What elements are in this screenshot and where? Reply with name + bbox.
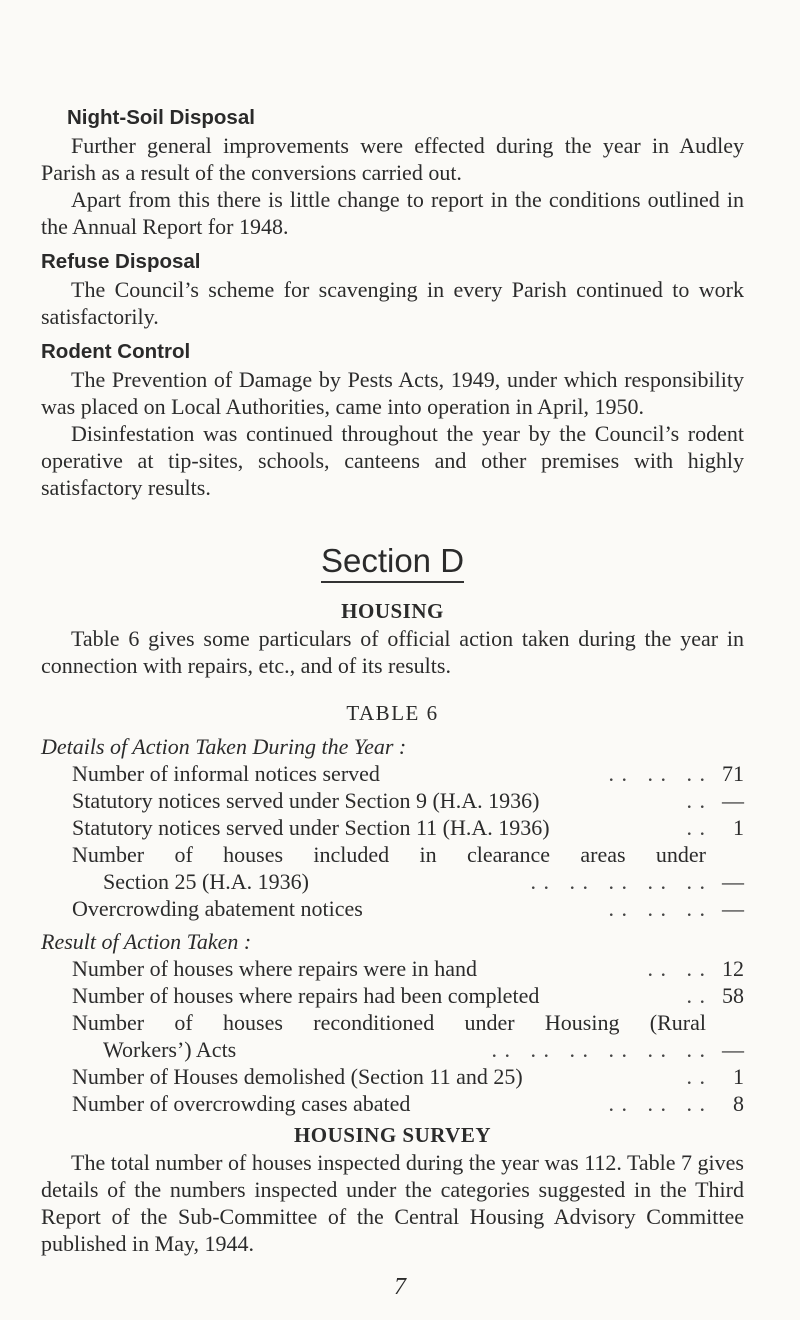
housing-intro-paragraph: Table 6 gives some particulars of official action taken during the year in connection with repairs, etc., and of its results. (41, 626, 744, 678)
row-leader-dots: . . . . . . (589, 896, 706, 921)
table-row (41, 814, 744, 841)
table-title: TABLE 6 (346, 701, 439, 725)
table-row (41, 787, 744, 814)
row-value: 71 (722, 761, 744, 786)
row-value: 58 (722, 983, 744, 1008)
section-title (41, 541, 744, 581)
night-soil-heading: Night-Soil Disposal (67, 106, 255, 129)
details-subheading: Details of Action Taken During the Year : (41, 734, 407, 759)
table-row (41, 760, 744, 787)
result-subheading: Result of Action Taken : (41, 929, 252, 954)
row-label: Number of houses where repairs were in hand (72, 956, 478, 981)
refuse-paragraph: The Council’s scheme for scavenging in every Parish continued to work satisfactorily. (41, 277, 744, 329)
row-leader-dots: . . . . . . . . . . . . (478, 1037, 706, 1062)
results-list (41, 955, 744, 1117)
night-soil-paragraph-2: Apart from this there is little change to report in the conditions outlined in the Annual Report for 1948. (41, 187, 744, 239)
row-label: Overcrowding abatement notices (72, 896, 363, 921)
row-value: 1 (733, 1064, 744, 1089)
row-value: 1 (733, 815, 744, 840)
housing-heading: HOUSING (341, 599, 444, 623)
details-list (41, 760, 744, 922)
table-row (41, 1090, 744, 1117)
row-label: Number of overcrowding cases abated (72, 1091, 411, 1116)
rodent-heading: Rodent Control (41, 340, 191, 363)
row-label: Statutory notices served under Section 9 (H.A. 1936) (72, 788, 540, 813)
row-value: — (722, 788, 744, 813)
table-row (41, 955, 744, 982)
row-label: Number of Houses demolished (Section 11 and 25) (72, 1064, 523, 1089)
row-leader-dots: . . . . . . . . . . (517, 869, 706, 894)
table-row (41, 1036, 744, 1063)
rodent-paragraph-1: The Prevention of Damage by Pests Acts, 1949, under which responsibility was placed on Local Authorities, came into operation in April, 1950. (41, 367, 744, 419)
table-row (41, 868, 744, 895)
row-label: Statutory notices served under Section 11 (H.A. 1936) (72, 815, 550, 840)
table-row (41, 1009, 744, 1036)
page-number: 7 (394, 1274, 406, 1300)
row-value: 8 (733, 1091, 744, 1116)
refuse-heading: Refuse Disposal (41, 250, 201, 273)
row-leader-dots: . . (680, 788, 706, 813)
table-row (41, 895, 744, 922)
row-leader-dots: . . (667, 1064, 706, 1089)
row-label: Workers’) Acts (103, 1037, 237, 1062)
row-leader-dots: . . (680, 815, 706, 840)
table-row (41, 982, 744, 1009)
row-leader-dots: . . . . (634, 956, 706, 981)
row-leader-dots: . . . . . . (589, 1091, 706, 1116)
table-row (41, 841, 744, 868)
row-label: Section 25 (H.A. 1936) (103, 869, 309, 894)
housing-survey-heading: HOUSING SURVEY (293, 1123, 492, 1147)
table-row (41, 1063, 744, 1090)
row-label: Number of houses included in clearance areas under (72, 842, 706, 867)
section-title-text: Section D (321, 542, 464, 583)
row-label: Number of houses where repairs had been completed (72, 983, 540, 1008)
row-leader-dots: . . (680, 983, 706, 1008)
row-label: Number of houses reconditioned under Housing (Rural (72, 1010, 706, 1035)
row-label: Number of informal notices served (72, 761, 380, 786)
row-value: — (722, 869, 744, 894)
row-leader-dots: . . . . . . (589, 761, 706, 786)
row-value: — (722, 896, 744, 921)
row-value: — (722, 1037, 744, 1062)
rodent-paragraph-2: Disinfestation was continued throughout the year by the Council’s rodent operative at tip-sites, schools, canteens and other premises with highly satisfactory results. (41, 421, 744, 500)
row-value: 12 (722, 956, 744, 981)
housing-survey-paragraph: The total number of houses inspected during the year was 112. Table 7 gives details of the numbers inspected under the categories suggested in the Third Report of the Sub-Committee of the Central Housing Advisory Committee published in May, 1944. (41, 1150, 744, 1256)
night-soil-paragraph-1: Further general improvements were effected during the year in Audley Parish as a result of the conversions carried out. (41, 133, 744, 185)
